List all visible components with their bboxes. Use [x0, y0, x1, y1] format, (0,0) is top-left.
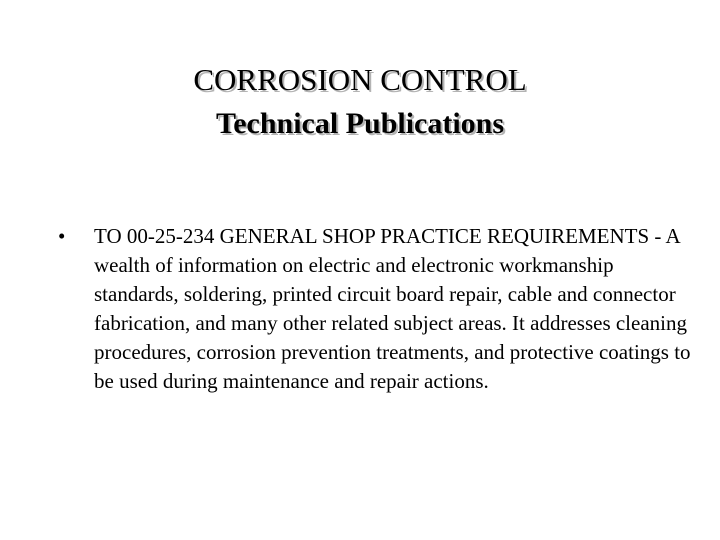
bullet-list: [58, 222, 698, 396]
title-line-main: CORROSION CONTROL: [193, 62, 527, 97]
slide-title: [0, 58, 720, 146]
title-line-subtitle: Technical Publications: [215, 107, 505, 140]
bullet-marker: •: [58, 224, 66, 248]
bullet-body: A wealth of information on electric and electronic workmanship standards, soldering, printed circuit board repair, cable and connector fabrication, and many other related subject areas. It addresses cleaning procedures, corrosion prevention treatments, and protective coatings to be used during maintenance and repair actions.: [94, 224, 691, 393]
bullet-heading: TO 00-25-234 GENERAL SHOP PRACTICE REQUIREMENTS -: [94, 224, 666, 248]
bullet-item: [58, 222, 698, 396]
bullet-text: [94, 222, 698, 396]
